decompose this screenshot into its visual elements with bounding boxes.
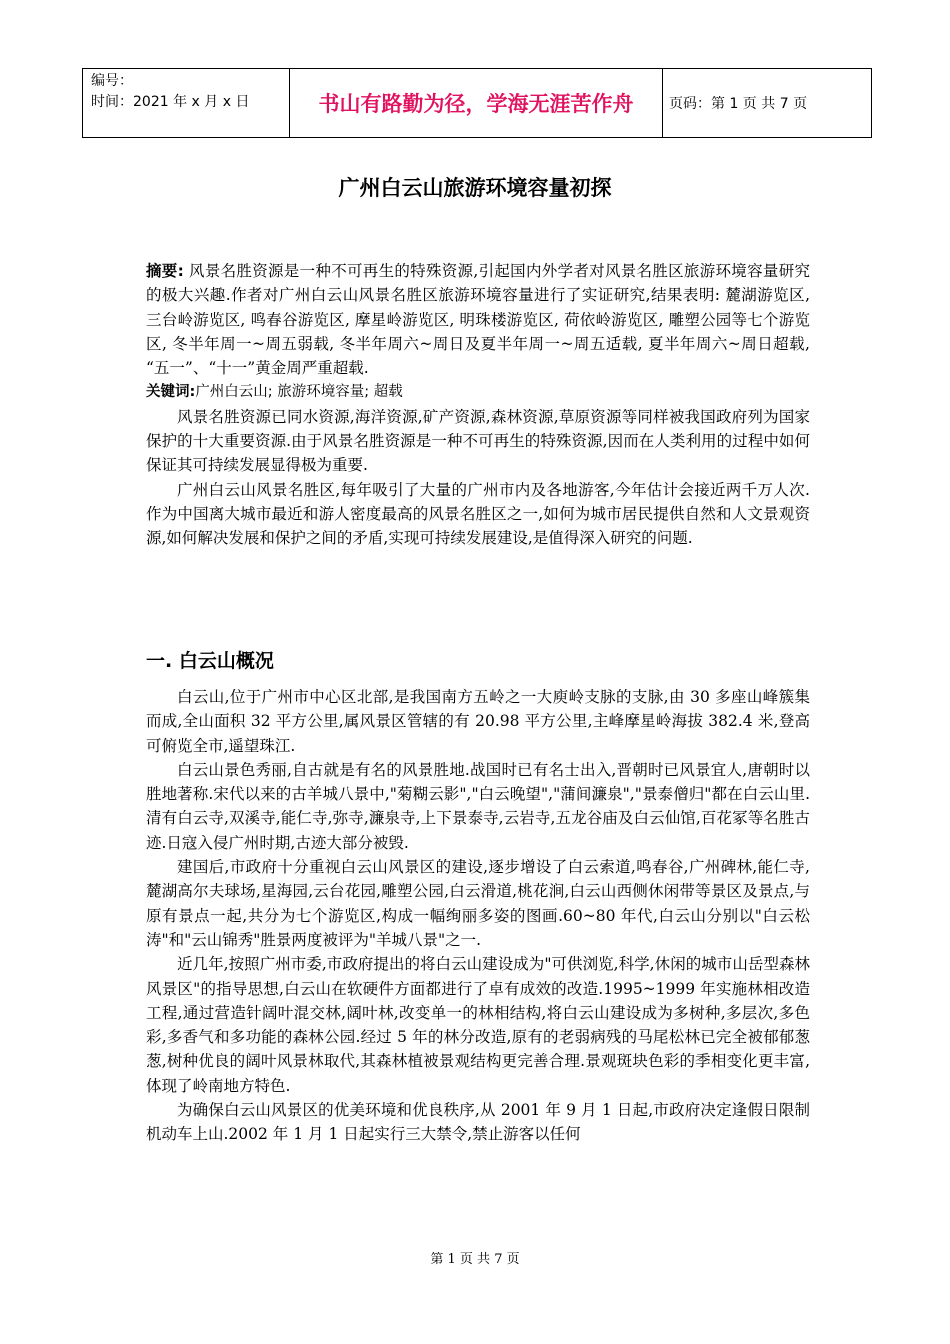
- keywords-text: 广州白云山; 旅游环境容量; 超载: [195, 384, 403, 401]
- header-page-info: 页码：第 1 页 共 7 页: [663, 69, 872, 138]
- section1-body: [146, 685, 810, 1147]
- header-table: [82, 68, 872, 138]
- section-paragraph: 为确保白云山风景区的优美环境和优良秩序,从 2001 年 9 月 1 日起,市政府决定逢假日限制机动车上山.2002 年 1 月 1 日起实行三大禁令,禁止游客以任何: [146, 1101, 810, 1144]
- abstract-label: 摘要:: [146, 262, 184, 280]
- keywords-label: 关键词:: [146, 384, 196, 401]
- intro-block: [146, 259, 810, 551]
- section-paragraph: 白云山景色秀丽,自古就是有名的风景胜地.战国时已有名士出入,晋朝时已风景宜人,唐朝时以胜地著称.宋代以来的古羊城八景中,"菊糊云影","白云晚望","蒲间濂泉","景泰僧归"都在白云山里.清有白云寺,双溪寺,能仁寺,弥寺,濂泉寺,上下景泰寺,云岩寺,五龙谷庙及白云仙馆,百花冢等名胜古迹.日寇入侵广州时期,古迹大部分被毁.: [146, 760, 810, 852]
- header-meta: [83, 69, 290, 138]
- section-paragraph: 白云山,位于广州市中心区北部,是我国南方五岭之一大庾岭支脉的支脉,由 30 多座山峰簇集而成,全山面积 32 平方公里,属风景区管辖的有 20.98 平方公里,主峰摩星岭海拔 382.4 米,登高可俯览全市,遥望珠江.: [146, 688, 810, 755]
- section-heading: 一. 白云山概况: [146, 650, 274, 672]
- section-paragraph: 建国后,市政府十分重视白云山风景区的建设,逐步增设了白云索道,鸣春谷,广州碑林,能仁寺,麓湖高尔夫球场,星海园,云台花园,雕塑公园,白云滑道,桃花涧,白云山西侧休闲带等景区及景点,与原有景点一起,共分为七个游览区,构成一幅绚丽多姿的图画.60~80 年代,白云山分别以"白云松涛"和"云山锦秀"胜景两度被评为"羊城八景"之一.: [146, 858, 810, 949]
- page-footer: 第 1 页 共 7 页: [430, 1252, 520, 1267]
- intro-paragraph: 广州白云山风景名胜区,每年吸引了大量的广州市内及各地游客,今年估计会接近两千万人次.作为中国离大城市最近和游人密度最高的风景名胜区之一,如何为城市居民提供自然和人文景观资源,如何解决发展和保护之间的矛盾,实现可持续发展建设,是值得深入研究的问题.: [146, 480, 810, 548]
- section-paragraph: 近几年,按照广州市委,市政府提出的将白云山建设成为"可供浏览,科学,休闲的城市山岳型森林风景区"的指导思想,白云山在软硬件方面都进行了卓有成效的改造.1995~1999 年实施林相改造工程,通过营造针阔叶混交林,阔叶林,改变单一的林相结构,将白云山建设成为多树种,多层次,多色彩,多香气和多功能的森林公园.经过 5 年的林分改造,原有的老弱病残的马尾松林已完全被郁郁葱葱,树种优良的阔叶风景林取代,其森林植被景观结构更完善合理.景观斑块色彩的季相变化更丰富,体现了岭南地方特色.: [146, 955, 810, 1095]
- document-number-label: 编号：: [91, 73, 133, 89]
- abstract: [146, 259, 810, 380]
- document-title: 广州白云山旅游环境容量初探: [338, 176, 612, 200]
- abstract-text: 风景名胜资源是一种不可再生的特殊资源,引起国内外学者对风景名胜区旅游环境容量研究的极大兴趣.作者对广州白云山风景名胜区旅游环境容量进行了实证研究,结果表明: 麓湖游览区, 三台岭游览区, 鸣春谷游览区, 摩星岭游览区, 明珠楼游览区, 荷依岭游览区, 雕塑公园等七个游览区, 冬半年周一~周五弱载, 冬半年周六~周日及夏半年周一~周五适载, 夏半年周六~周日超载, “五一”、“十一”黄金周严重超载.: [146, 262, 810, 378]
- intro-paragraph: 风景名胜资源已同水资源,海洋资源,矿产资源,森林资源,草原资源等同样被我国政府列为国家保护的十大重要资源.由于风景名胜资源是一种不可再生的特殊资源,因而在人类利用的过程中如何保证其可持续发展显得极为重要.: [146, 407, 810, 475]
- keywords: [146, 380, 810, 404]
- document-date: 时间：2021 年 x 月 x 日: [91, 94, 250, 110]
- header-motto: 书山有路勤为径，学海无涯苦作舟: [290, 69, 663, 138]
